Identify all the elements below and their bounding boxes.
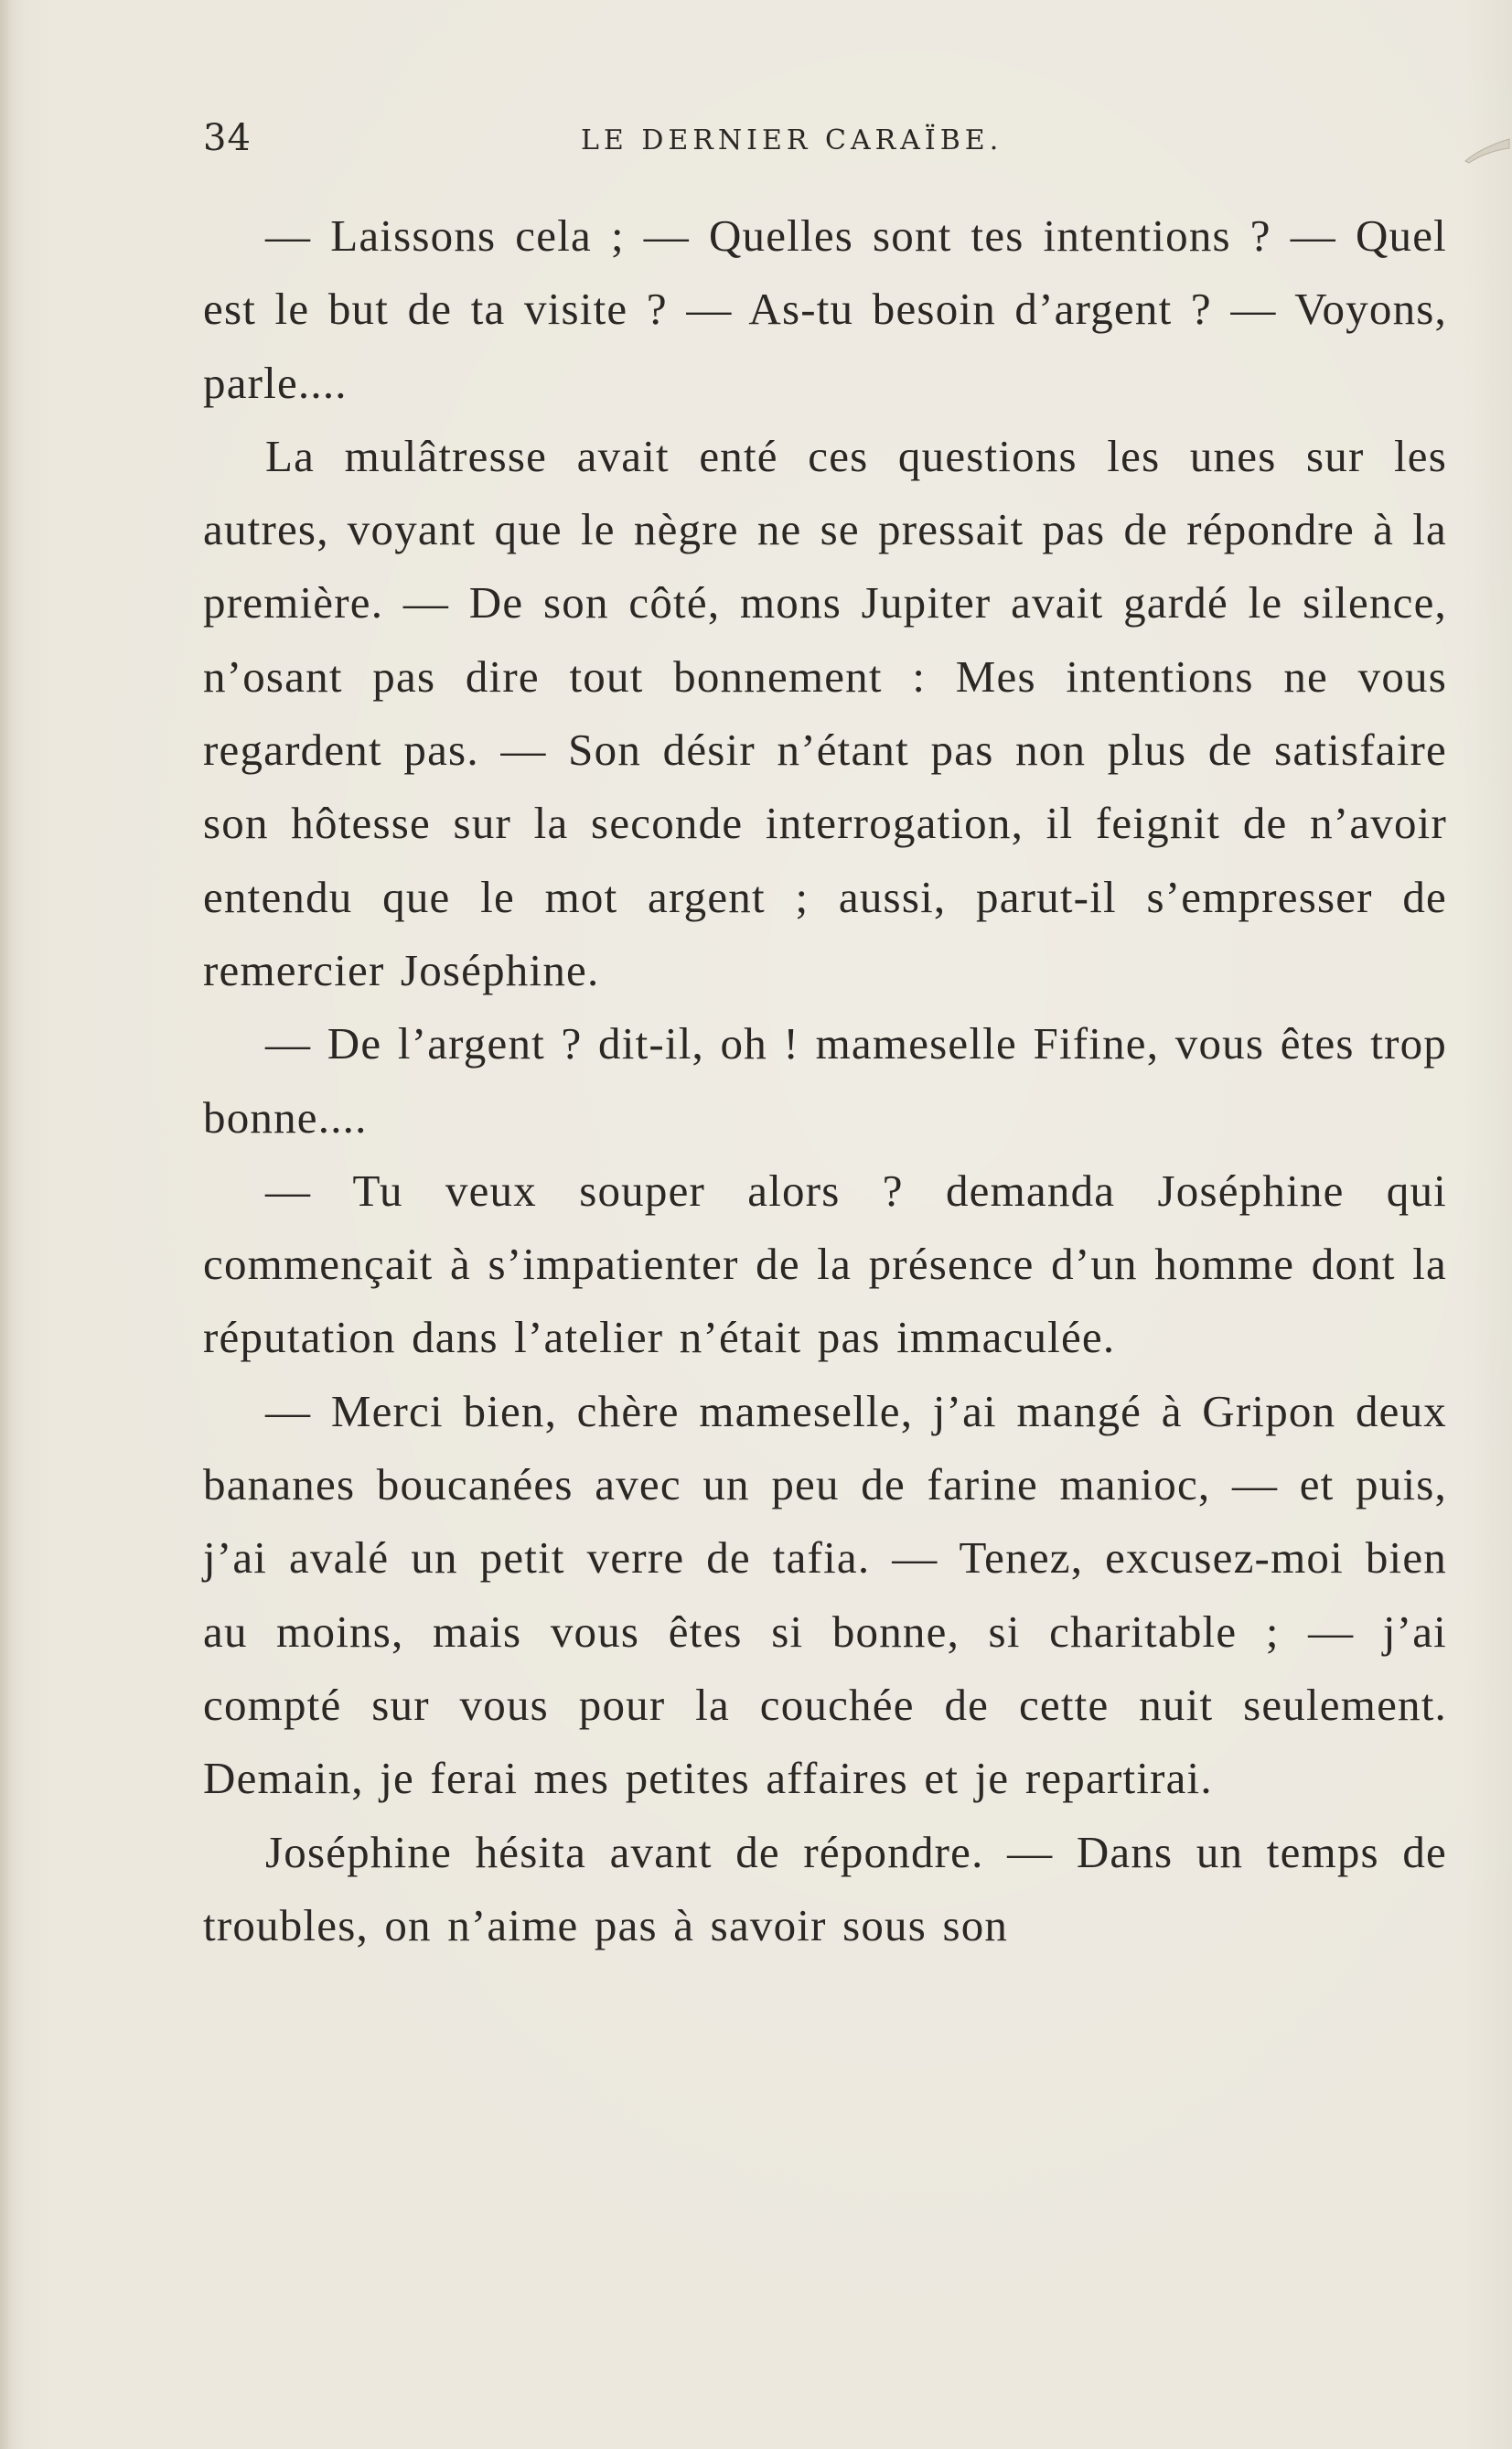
paragraph-1: — Laissons cela ; — Quelles sont tes intentions ? — Quel est le but de ta visite ? — As-tu besoin d’argent ? — Voyons, parle.... bbox=[203, 210, 1447, 408]
page-number: 34 bbox=[203, 117, 252, 159]
body-text bbox=[203, 199, 1447, 1962]
paragraph-5: — Merci bien, chère mameselle, j’ai mangé à Gripon deux bananes boucanées avec un peu de farine manioc, — et puis, j’ai avalé un petit verre de tafia. — Tenez, excusez-moi bien au moins, mais vous êtes si bonne, si charitable ; — j’ai compté sur vous pour la couchée de cette nuit seulement. Demain, je ferai mes petites affaires et je repartirai. bbox=[203, 1385, 1447, 1804]
running-title: LE DERNIER CARAÏBE. bbox=[581, 124, 1003, 156]
paragraph-3: — De l’argent ? dit-il, oh ! mameselle Fifine, vous êtes trop bonne.... bbox=[203, 1018, 1447, 1143]
paragraph-6: Joséphine hésita avant de répondre. — Dans un temps de troubles, on n’aime pas à savoir sous son bbox=[203, 1826, 1447, 1950]
paragraph-4: — Tu veux souper alors ? demanda Joséphine qui commençait à s’impatienter de la présence d’un homme dont la réputation dans l’atelier n’était pas immaculée. bbox=[203, 1165, 1447, 1363]
page-corner-fold-mark bbox=[1464, 135, 1511, 165]
running-header bbox=[203, 117, 1447, 163]
paragraph-2: La mulâtresse avait enté ces questions les unes sur les autres, voyant que le nègre ne se pressait pas de répondre à la première. — De son côté, mons Jupiter avait gardé le silence, n’osant pas dire tout bonnement : Mes intentions ne vous regardent pas. — Son désir n’étant pas non plus de satisfaire son hôtesse sur la seconde interrogation, il feignit de n’avoir entendu que le mot argent ; aussi, parut-il s’empresser de remercier Joséphine. bbox=[203, 430, 1447, 995]
page-gutter-edge bbox=[0, 0, 13, 2449]
